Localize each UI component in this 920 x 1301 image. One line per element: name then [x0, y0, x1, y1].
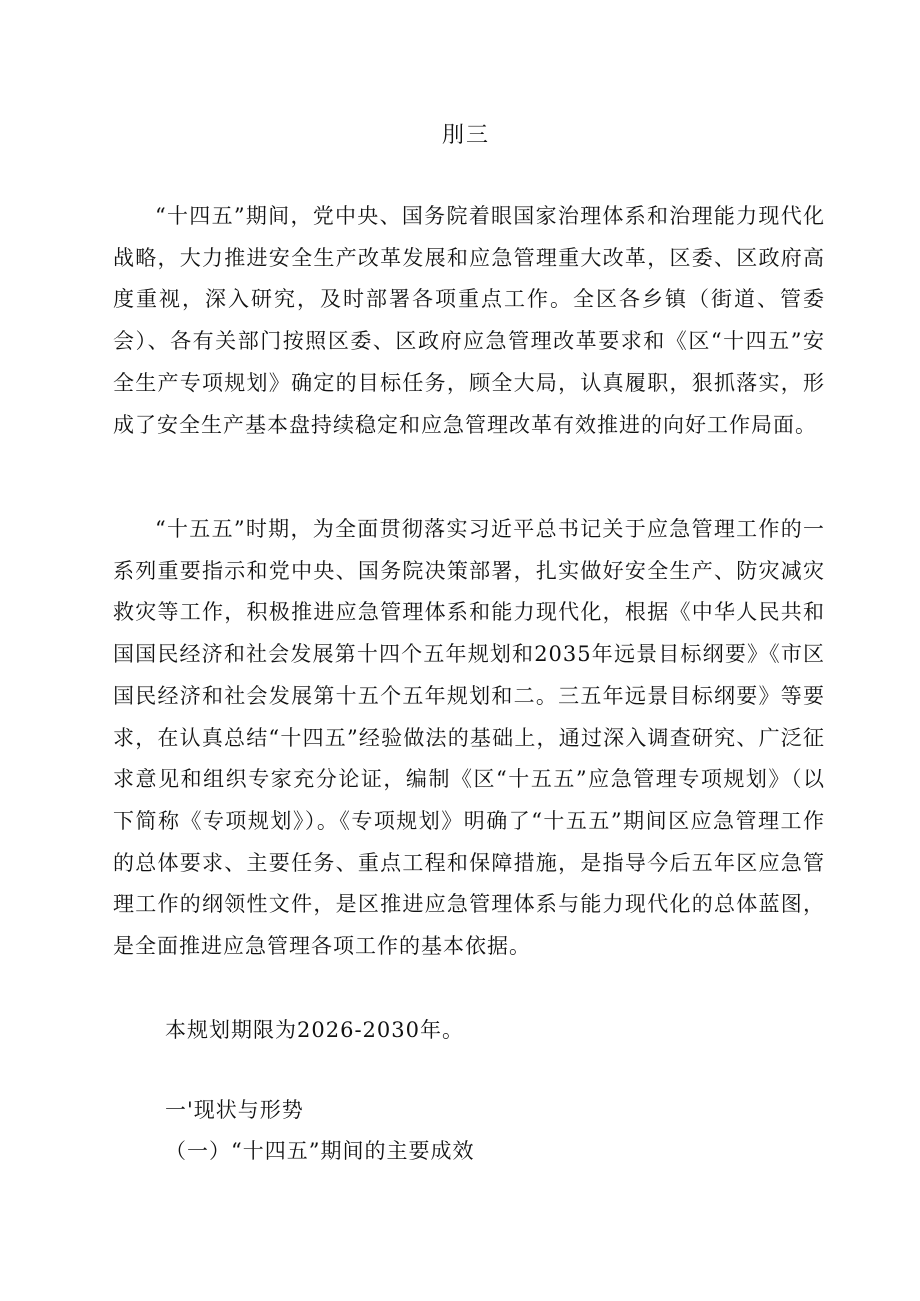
body-paragraph-1: “十四五”期间，党中央、国务院着眼国家治理体系和治理能力现代化战略，大力推进安全生产改革发展和应急管理重大改革，区委、区政府高度重视，深入研究，及时部署各项重点工作。全区各乡镇（街道、管委会）、各有关部门按照区委、区政府应急管理改革要求和《区“十四五”安全生产专项规划》确定的目标任务，顾全大局，认真履职，狠抓落实，形成了安全生产基本盘持续稳定和应急管理改革有效推进的向好工作局面。: [113, 204, 825, 437]
body-paragraph-2: “十五五”时期，为全面贯彻落实习近平总书记关于应急管理工作的一系列重要指示和党中央、国务院决策部署，扎实做好安全生产、防灾减灾救灾等工作，积极推进应急管理体系和能力现代化，根据《中华人民共和国国民经济和社会发展第十四个五年规划和2035年远景目标纲要》《市区国民经济和社会发展第十五个五年规划和二。三五年远景目标纲要》等要求，在认真总结“十四五”经验做法的基础上，通过深入调查研究、广泛征求意见和组织专家充分论证，编制《区“十五五”应急管理专项规划》（以下简称《专项规划》）。《专项规划》明确了“十五五”期间区应急管理工作的总体要求、主要任务、重点工程和保障措施，是指导今后五年区应急管理工作的纲领性文件，是区推进应急管理体系与能力现代化的总体蓝图，是全面推进应急管理各项工作的基本依据。: [113, 517, 825, 959]
section-heading: 一'现状与形势: [165, 1098, 304, 1122]
document-title: 刖三: [441, 123, 490, 148]
subsection-heading: （一）“十四五”期间的主要成效: [165, 1139, 475, 1163]
planning-period-statement: 本规划期限为2026-2030年。: [165, 1018, 464, 1042]
